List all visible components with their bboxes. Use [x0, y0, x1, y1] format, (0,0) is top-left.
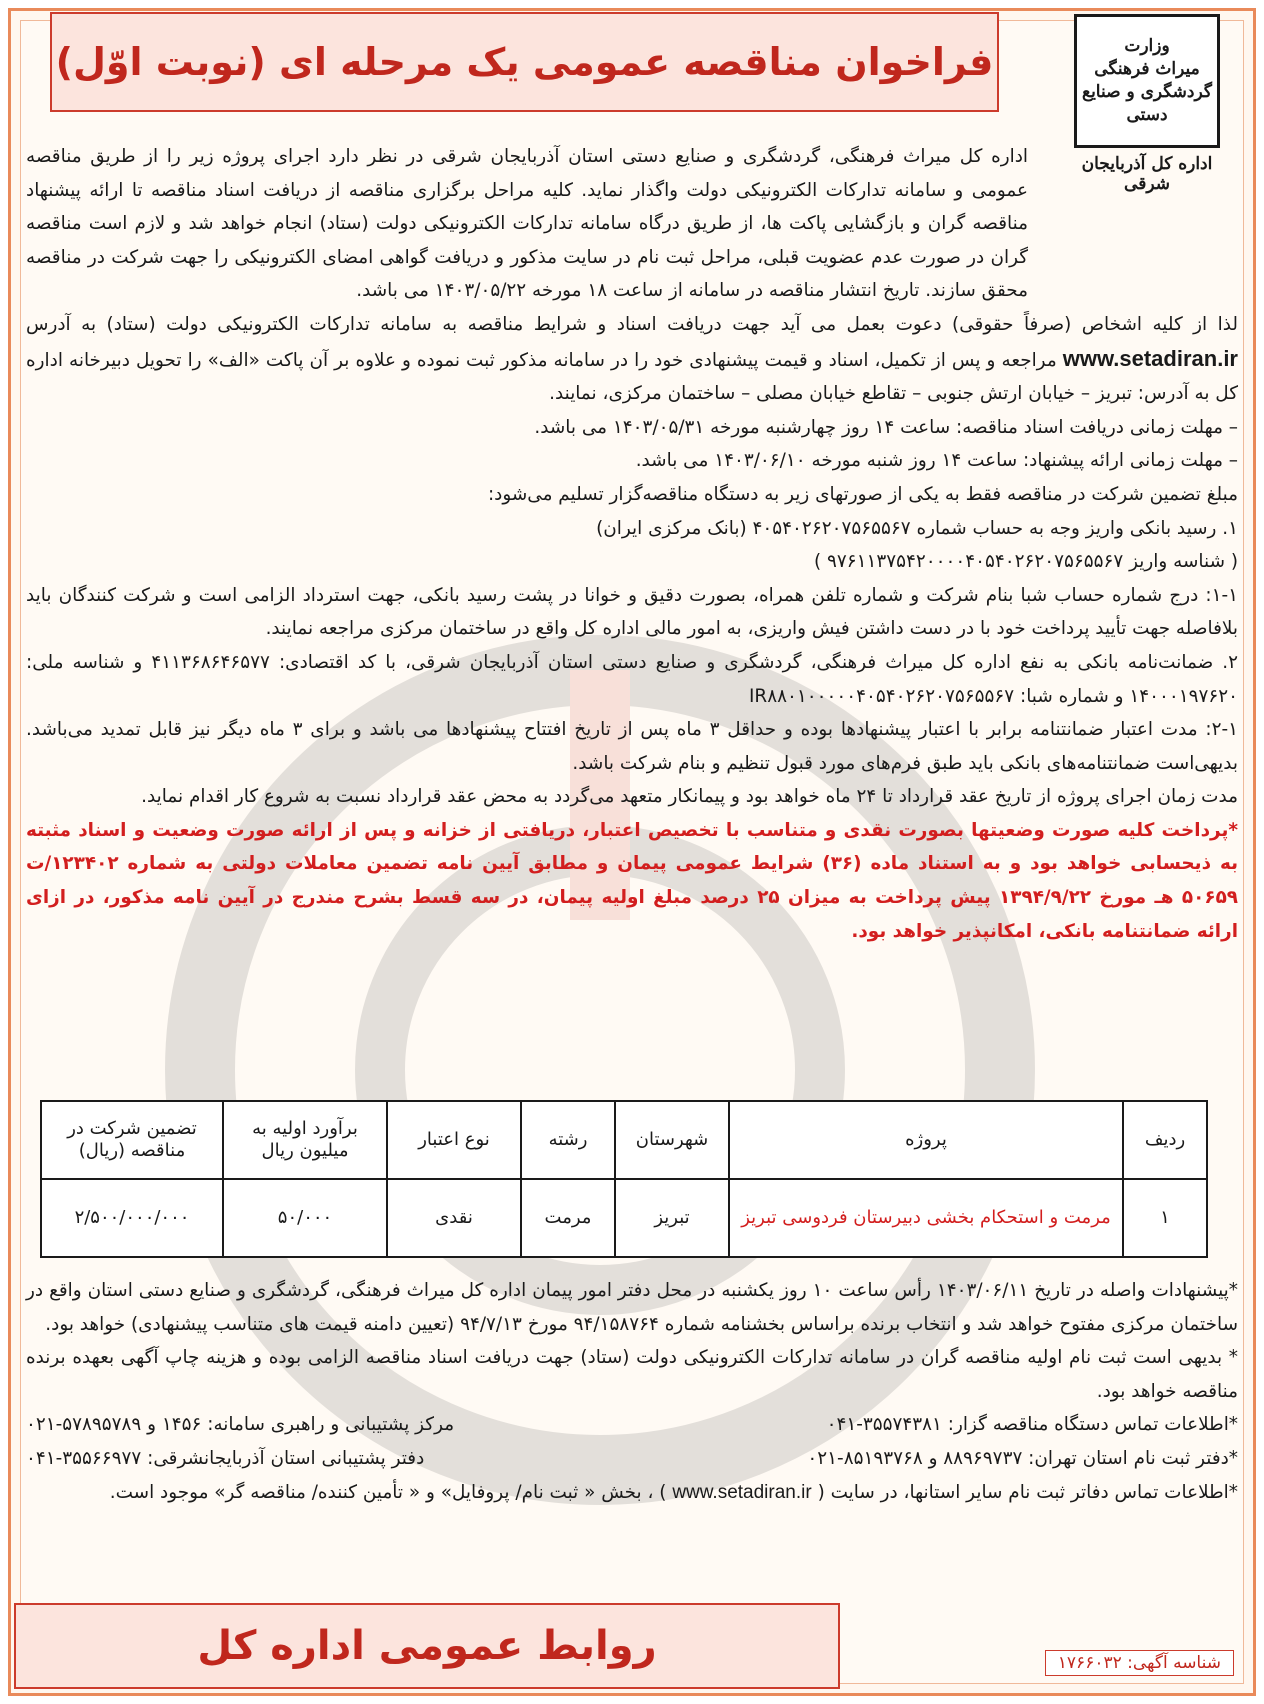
registration-note: * بدیهی است ثبت نام اولیه مناقصه گران در سامانه تدارکات الکترونیکی دولت (ستاد) جهت دریافت اسناد مناقصه الزامی بوده و هزینه چاپ آگهی بعهده برنده مناقصه خواهد بود.	[26, 1347, 1238, 1402]
other-website-link[interactable]: www.setadiran.ir	[672, 1481, 812, 1503]
contact-row-1	[26, 1408, 1238, 1442]
ad-id-badge: شناسه آگهی: ۱۷۶۶۰۳۲	[1045, 1650, 1234, 1676]
contact-row-2	[26, 1442, 1238, 1476]
cell-city: تبریز	[615, 1179, 729, 1257]
title-banner	[50, 12, 999, 112]
guarantee-intro: مبلغ تضمین شرکت در مناقصه فقط به یکی از صورتهای زیر به دستگاه مناقصه‌گزار تسلیم می‌شود:	[487, 483, 1238, 505]
contact-azarbaijan-office: دفتر پشتیبانی استان آذربایجانشرقی: ۳۵۵۶۶۹۷۷-۰۴۱	[26, 1447, 425, 1469]
table-row	[41, 1179, 1207, 1257]
logo-caption: اداره کل آذربایجان شرقی	[1081, 154, 1213, 194]
signature-banner	[14, 1603, 840, 1689]
header-credit-type: نوع اعتبار	[387, 1101, 521, 1179]
header-estimate: برآورد اولیه به میلیون ریال	[223, 1101, 387, 1179]
cell-row-number: ۱	[1123, 1179, 1207, 1257]
website-link[interactable]: www.setadiran.ir	[1062, 345, 1238, 371]
contact-tender-office: *اطلاعات تماس دستگاه مناقصه گزار: ۳۵۵۷۴۳۸۱-۰۴۱	[826, 1414, 1238, 1436]
guarantee-item-2: ۲. ضمانت‌نامه بانکی به نفع اداره کل میراث فرهنگی، گردشگری و صنایع دستی استان آذربایجان شرقی، با کد اقتصادی: ۴۱۱۳۶۸۶۴۶۵۷۷ و شناسه ملی: ۱۴۰۰۰۱۹۷۶۲۰ و شماره شبا: IR۸۸۰۱۰۰۰۰۰۴۰۵۴۰۲۶۲۰۷۵۶۵۵۶۷	[26, 651, 1238, 707]
header-field: رشته	[521, 1101, 615, 1179]
payment-terms: *پرداخت کلیه صورت وضعیتها بصورت نقدی و متناسب با تخصیص اعتبار، دریافتی از خزانه و پس از ارائه صورت وضعیت و اسناد مثبته به ذیحسابی خواهد بود و به استناد ماده (۳۶) شرایط عمومی پیمان و مطابق آیین نامه تضمین معاملات دولتی به شماره ۱۲۳۴۰۲/ت ۵۰۶۵۹ هـ مورخ ۱۳۹۴/۹/۲۲ پیش پرداخت به میزان ۲۵ درصد مبلغ اولیه پیمان، در سه قسط بشرح مندرج در آیین نامه مذکور، در ازای ارائه ضمانتنامه بانکی، امکانپذیر خواهد بود.	[26, 819, 1239, 942]
invitation-text-a: لذا از کلیه اشخاص (صرفاً حقوقی) دعوت بعمل می آید جهت دریافت اسناد و شرایط مناقصه به سامانه تدارکات الکترونیکی دولت (ستاد) به آدرس	[26, 313, 1238, 335]
cell-estimate: ۵۰/۰۰۰	[223, 1179, 387, 1257]
announcement-body	[26, 140, 1238, 948]
invitation-text-b: مراجعه و پس از تکمیل، اسناد و قیمت پیشنهادی خود را در سامانه مذکور ثبت نموده و علاوه بر آن پاکت «الف» را تحویل دبیرخانه اداره کل به آدرس: تبریز – خیابان ارتش جنوبی – تقاطع خیابان مصلی – ساختمان مرکزی، نمایند.	[26, 349, 1238, 405]
invitation-paragraph	[26, 308, 1238, 411]
deadline-proposal: – مهلت زمانی ارائه پیشنهاد: ساعت ۱۴ روز شنبه مورخه ۱۴۰۳/۰۶/۱۰ می باشد.	[635, 450, 1238, 472]
projects-table	[40, 1100, 1208, 1258]
guarantee-item-2-1: ۲-۱: مدت اعتبار ضمانتنامه برابر با اعتبار پیشنهادها بوده و حداقل ۳ ماه پس از تاریخ افتتاح پیشنهادها می باشد و برای ۳ ماه دیگر نیز قابل تمدید می‌باشد. بدیهی‌است ضمانتنامه‌های بانکی باید طبق فرم‌های مورد قبول تنظیم و بنام شرکت باشد.	[26, 719, 1238, 774]
opening-note: *پیشنهادات واصله در تاریخ ۱۴۰۳/۰۶/۱۱ رأس ساعت ۱۰ روز یکشنبه در محل دفتر امور پیمان اداره کل میراث فرهنگی، گردشگری و صنایع دستی استان واقع در ساختمان مرکزی مفتوح خواهد شد و انتخاب برنده براساس بخشنامه شماره ۹۴/۱۵۸۷۶۴ مورخ ۹۴/۷/۱۳ (تعیین دامنه قیمت های متناسب پیشنهادی) خواهد بود.	[26, 1280, 1238, 1335]
cell-field: مرمت	[521, 1179, 615, 1257]
header-project: پروژه	[729, 1101, 1123, 1179]
logo-line-3: گردشگری و صنایع دستی	[1082, 82, 1212, 125]
guarantee-item-1-1: ۱-۱: درج شماره حساب شبا بنام شرکت و شماره تلفن همراه، بصورت دقیق و خوانا در پشت رسید بانکی، جهت استرداد الزامی است و شرکت کنندگان باید بلافاصله جهت تأیید پرداخت خود با در دست داشتن فیش واریزی، به امور مالی اداره کل واقع در ساختمان مرکزی مراجعه نمایند.	[26, 584, 1238, 640]
logo-line-2: میراث فرهنگی	[1094, 59, 1200, 79]
signature-text: روابط عمومی اداره کل	[197, 1623, 657, 1669]
header-row-number: ردیف	[1123, 1101, 1207, 1179]
guarantee-item-1-id: ( شناسه واریز ۹۷۶۱۱۳۷۵۴۲۰۰۰۰۴۰۵۴۰۲۶۲۰۷۵۶۵۵۶۷ )	[813, 551, 1238, 573]
contact-support-center: مرکز پشتیبانی و راهبری سامانه: ۱۴۵۶ و ۵۷۸۹۵۷۸۹-۰۲۱	[26, 1414, 455, 1436]
intro-paragraph: اداره کل میراث فرهنگی، گردشگری و صنایع دستی استان آذربایجان شرقی در نظر دارد اجرای پروژه زیر را از طریق مناقصه عمومی و سامانه تدارکات الکترونیکی دولت واگذار نماید. کلیه مراحل برگزاری مناقصه از دریافت اسناد مناقصه تا ارائه پیشنهاد مناقصه گران و بازگشایی پاکت ها، از طریق درگاه سامانه تدارکات الکترونیکی دولت (ستاد) انجام خواهد شد و لازم است مناقصه گران در صورت عدم عضویت قبلی، مراحل ثبت نام در سایت مذکور و دریافت گواهی امضای الکترونیکی را جهت شرکت در مناقصه محقق سازند. تاریخ انتشار مناقصه در سامانه از ساعت ۱۸ مورخه ۱۴۰۳/۰۵/۲۲ می باشد.	[26, 146, 1028, 302]
contact-tehran-office: *دفتر ثبت نام استان تهران: ۸۸۹۶۹۷۳۷ و ۸۵۱۹۳۷۶۸-۰۲۱	[807, 1447, 1238, 1469]
logo-line-1: وزارت	[1124, 36, 1170, 56]
other-note-text-a: *اطلاعات تماس دفاتر ثبت نام سایر استانها، در سایت (	[817, 1481, 1238, 1503]
project-duration: مدت زمان اجرای پروژه از تاریخ عقد قرارداد تا ۲۴ ماه خواهد بود و پیمانکار متعهد می‌گردد به محض عقد قرارداد نسبت به شروع کار اقدام نماید.	[141, 786, 1238, 808]
projects-table-wrap	[40, 1100, 1208, 1258]
guarantee-item-1: ۱. رسید بانکی واریز وجه به حساب شماره ۴۰۵۴۰۲۶۲۰۷۵۶۵۵۶۷ (بانک مرکزی ایران)	[596, 517, 1238, 539]
page-title: فراخوان مناقصه عمومی یک مرحله ای (نوبت اوّل)	[55, 40, 994, 84]
cell-guarantee: ۲/۵۰۰/۰۰۰/۰۰۰	[41, 1179, 223, 1257]
header-guarantee: تضمین شرکت در مناقصه (ریال)	[41, 1101, 223, 1179]
table-header-row	[41, 1101, 1207, 1179]
cell-credit-type: نقدی	[387, 1179, 521, 1257]
other-note-text-b: ) ، بخش « ثبت نام/ پروفایل» و « تأمین کننده/ مناقصه گر» موجود است.	[109, 1481, 667, 1503]
other-provinces-note	[26, 1476, 1238, 1510]
deadline-documents: – مهلت زمانی دریافت اسناد مناقصه: ساعت ۱۴ روز چهارشنبه مورخه ۱۴۰۳/۰۵/۳۱ می باشد.	[534, 416, 1238, 438]
header-city: شهرستان	[615, 1101, 729, 1179]
closing-section	[26, 1274, 1238, 1509]
cell-project: مرمت و استحکام بخشی دبیرستان فردوسی تبریز	[729, 1179, 1123, 1257]
logo-emblem	[1074, 14, 1220, 148]
